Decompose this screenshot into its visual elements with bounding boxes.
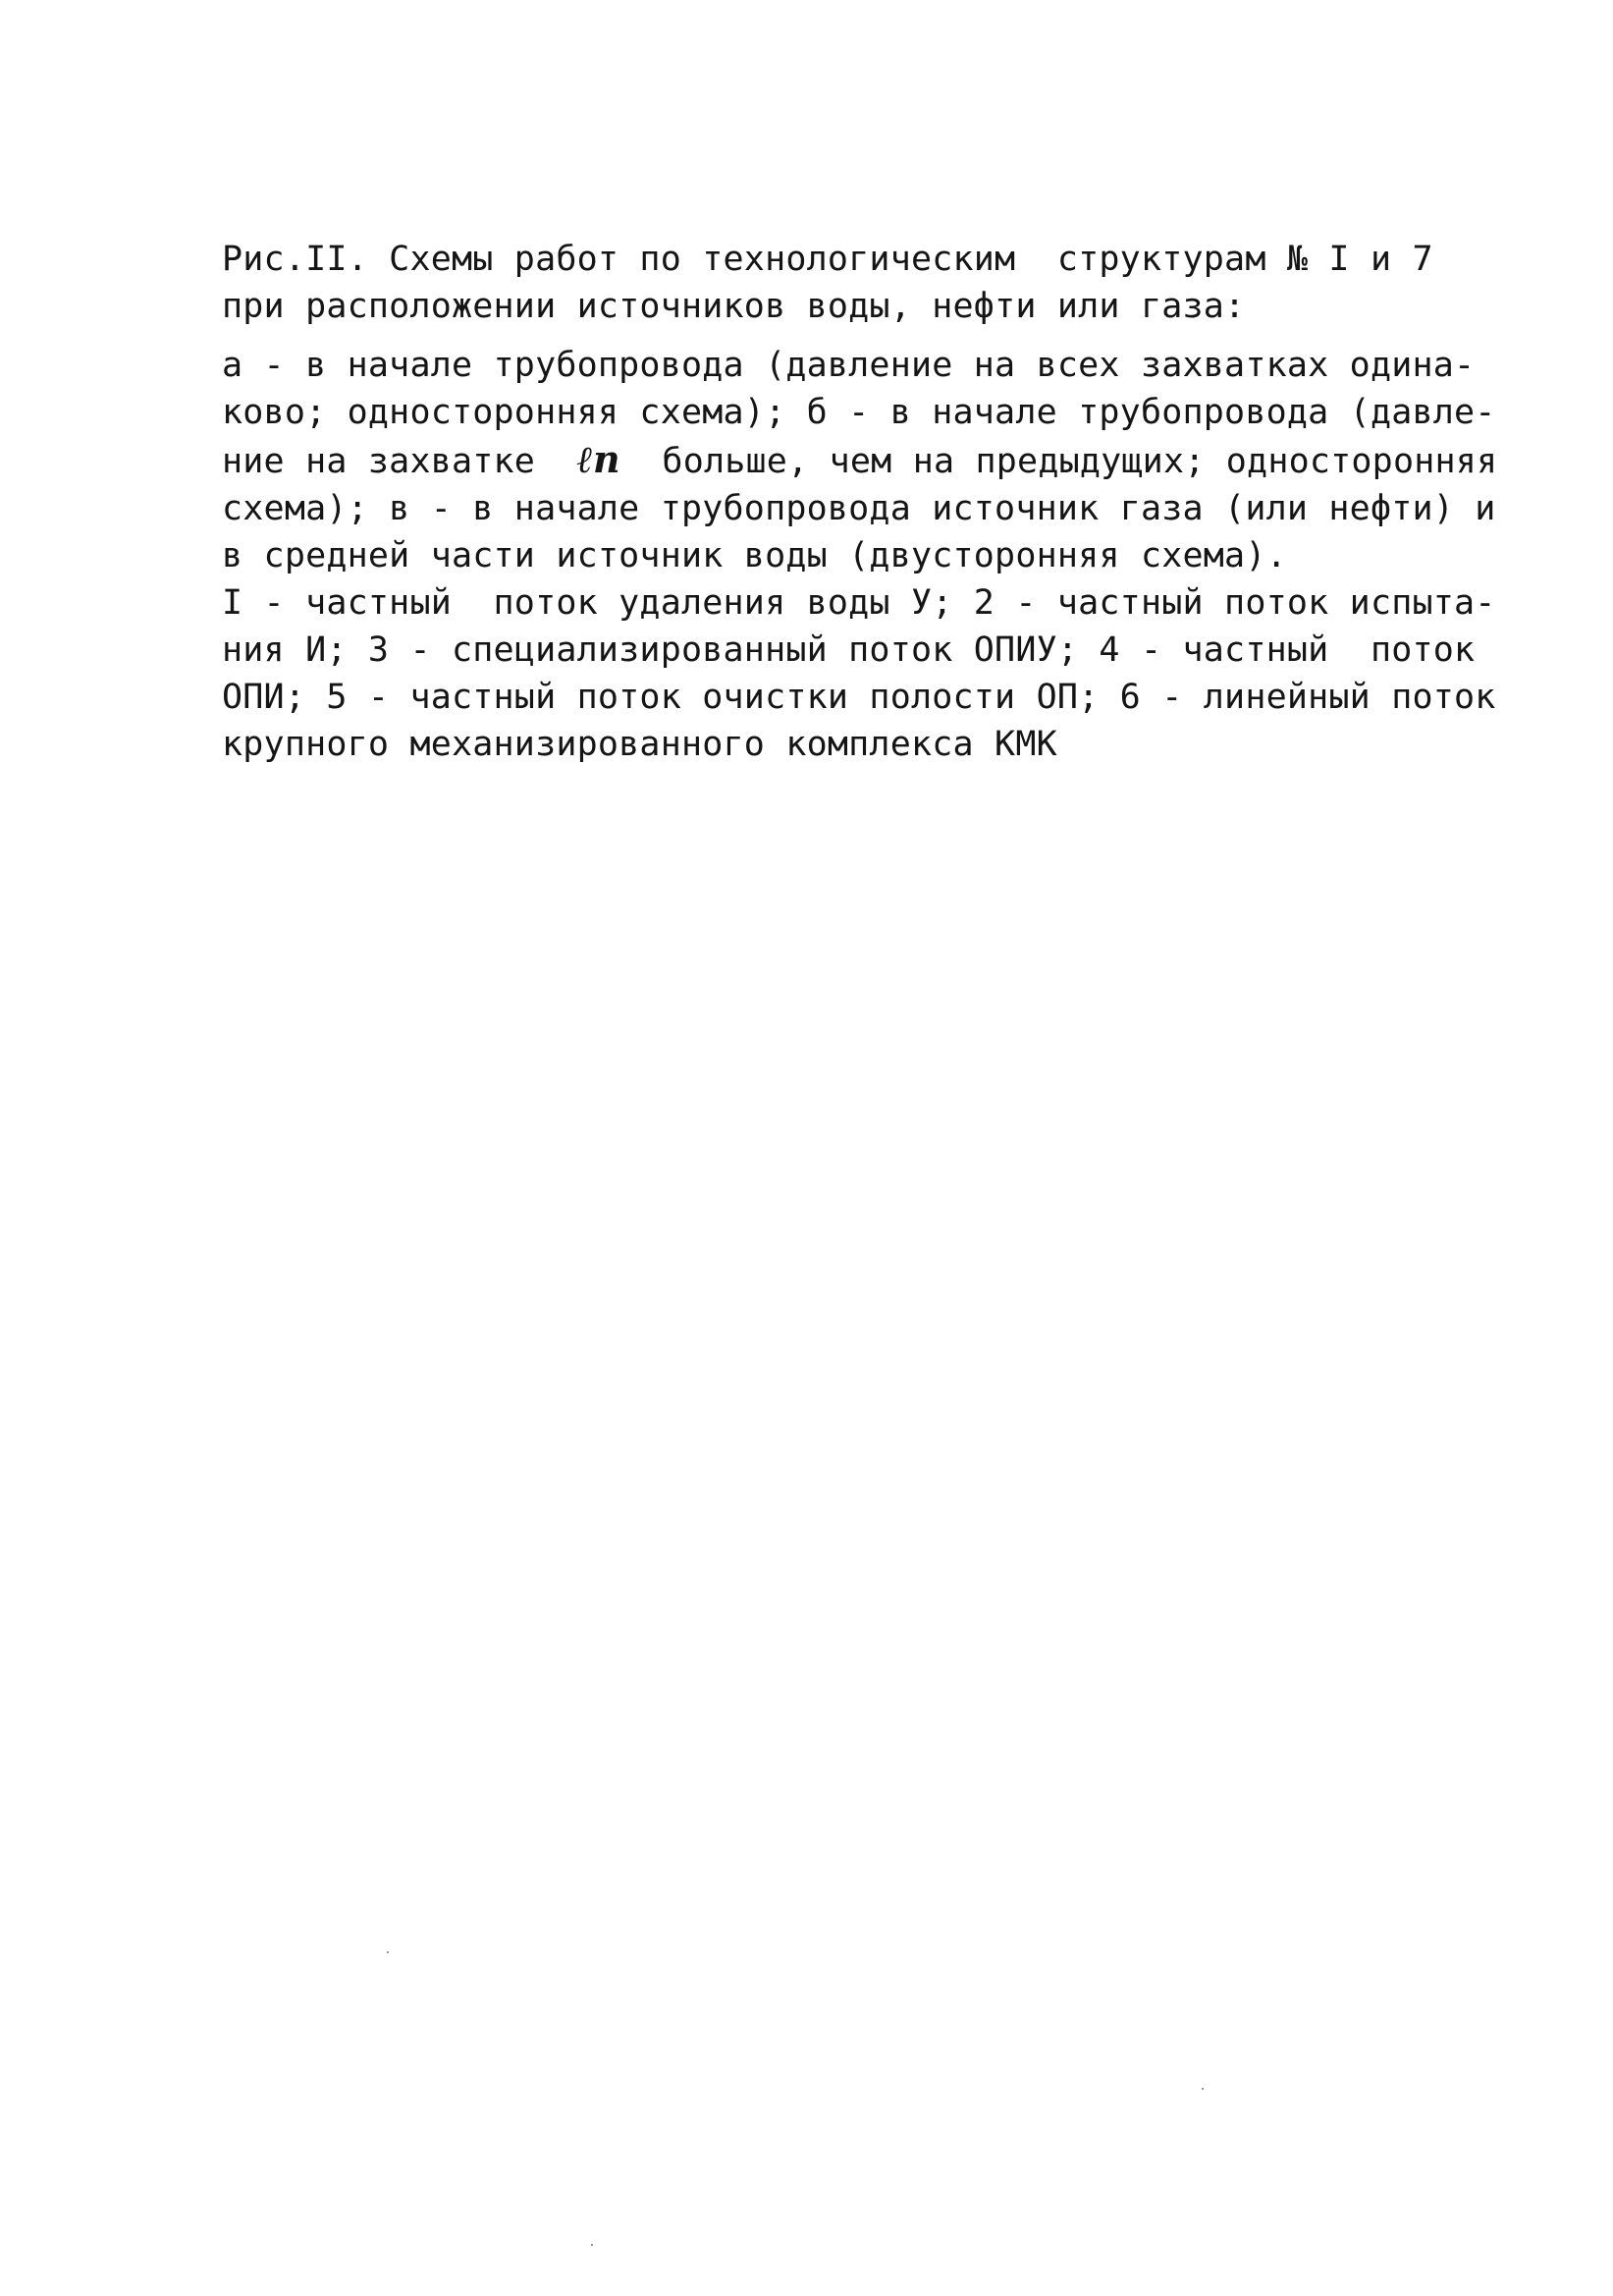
description-line-3-after-formula: больше, чем на предыдущих; односторонняя [619,442,1498,481]
formula-l-p: ℓп [576,437,620,481]
caption-title-line-1: Рис.II. Схемы работ по технологическим структурам № I и 7 [222,240,1433,279]
legend-line-3: ОПИ; 5 - частный поток очистки полости ОП; 6 - линейный поток [222,678,1496,717]
legend-line-4: крупного механизированного комплекса КМК [222,725,1057,764]
description-line-3 [222,436,1498,485]
caption-spacer [222,330,1449,342]
description-line-5: в средней части источник воды (двусторонняя схема). [222,536,1287,575]
description-line-3-before-formula: ние на захватке [222,442,577,481]
caption-title-line-2: при расположении источников воды, нефти или газа: [222,287,1246,326]
scan-speck [591,2244,593,2246]
legend-line-2: ния И; 3 - специализированный поток ОПИУ; 4 - частный поток [222,630,1476,670]
description-line-1: а - в начале трубопровода (давление на всех захватках одина- [222,346,1476,385]
figure-caption-block [222,236,1498,768]
description-line-2: ково; односторонняя схема); б - в начале трубопровода (давле- [222,393,1496,432]
legend-line-1: I - частный поток удаления воды У; 2 - частный поток испыта- [222,583,1496,623]
description-line-4: схема); в - в начале трубопровода источник газа (или нефти) и [222,489,1496,528]
scan-speck [1202,2088,1204,2090]
scan-speck [387,1951,389,1953]
